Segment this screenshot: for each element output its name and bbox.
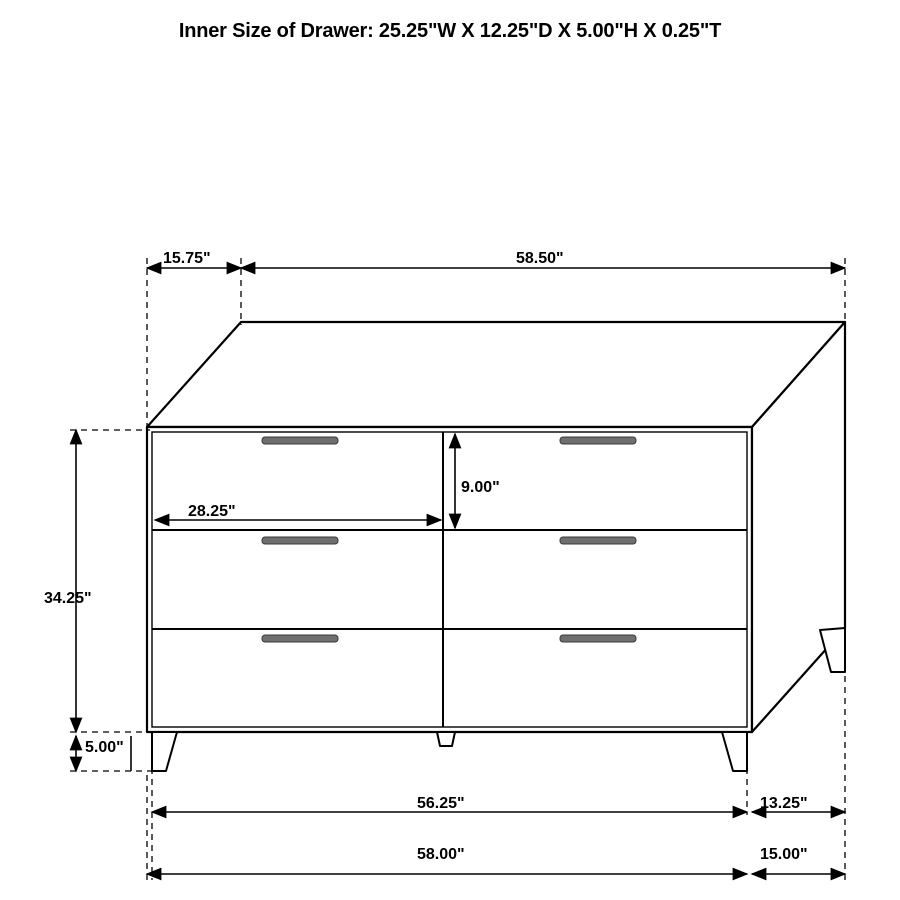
drawer-handle-bottom-left (262, 635, 338, 642)
leg-front-right (722, 732, 747, 771)
dim-label-leg-height: 5.00" (85, 739, 124, 756)
dim-label-side-depth: 13.25" (760, 795, 808, 812)
dim-label-overall-width: 58.00" (417, 846, 465, 863)
dim-label-top-depth: 15.75" (163, 250, 211, 267)
dresser-top-surface (147, 322, 845, 427)
page-title: Inner Size of Drawer: 25.25"W X 12.25"D X 5.00"H X 0.25"T (178, 20, 722, 42)
drawer-handle-mid-right (560, 537, 636, 544)
drawer-handle-mid-left (262, 537, 338, 544)
dim-label-case-width: 56.25" (417, 795, 465, 812)
drawer-handle-top-left (262, 437, 338, 444)
dresser-front-face (147, 427, 752, 732)
dim-label-drawer-height: 9.00" (461, 479, 500, 496)
drawer-handle-bottom-right (560, 635, 636, 642)
leg-center-support (437, 732, 455, 746)
leg-front-left (152, 732, 177, 771)
drawer-handle-top-right (560, 437, 636, 444)
dim-label-overall-depth: 15.00" (760, 846, 808, 863)
dresser-body (147, 322, 845, 732)
dim-label-drawer-width: 28.25" (188, 503, 236, 520)
dim-label-total-height: 34.25" (44, 590, 92, 607)
dim-label-top-width: 58.50" (516, 250, 564, 267)
